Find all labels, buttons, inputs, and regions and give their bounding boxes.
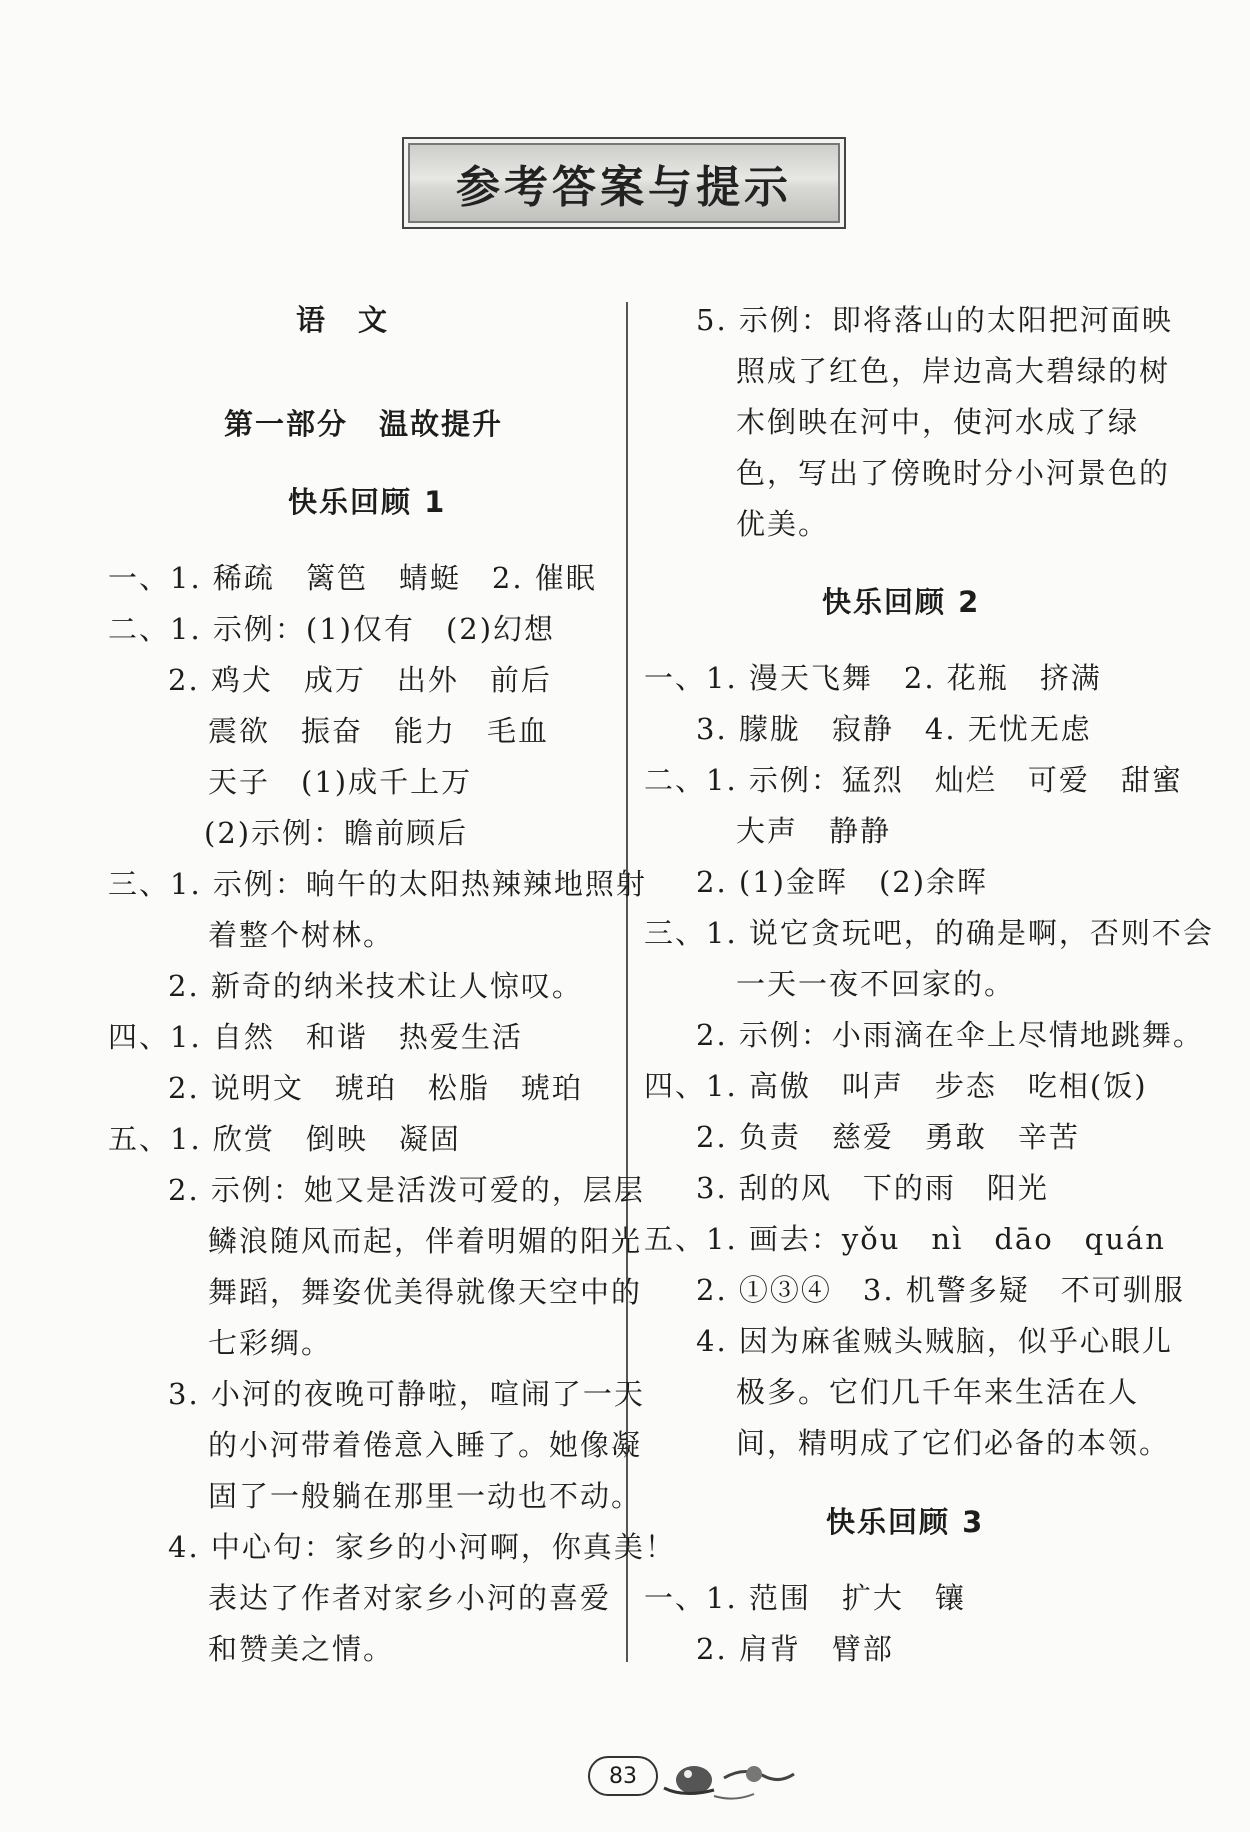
answer-line: 一、1. 漫天飞舞 2. 花瓶 挤满 bbox=[644, 661, 1102, 695]
answer-line: 2. 示例：小雨滴在伞上尽情地跳舞。 bbox=[696, 1018, 1204, 1052]
answer-line: 2. ①③④ 3. 机警多疑 不可驯服 bbox=[696, 1273, 1185, 1307]
answer-line: 5. 示例：即将落山的太阳把河面映 bbox=[696, 303, 1173, 337]
answer-line: 大声 静静 bbox=[736, 814, 892, 848]
answer-line: 五、1. 画去：yǒu nì dāo quán bbox=[644, 1222, 1166, 1256]
section-heading-1: 快乐回顾 1 bbox=[288, 485, 447, 519]
answer-line: 2. 示例：她又是活泼可爱的，层层 bbox=[168, 1173, 645, 1207]
answer-line: 2. 负责 慈爱 勇敢 辛苦 bbox=[696, 1120, 1080, 1154]
answer-line: 2. (1)金晖 (2)余晖 bbox=[696, 865, 989, 899]
answer-line: 2. 肩背 臂部 bbox=[696, 1632, 894, 1666]
answer-line: 4. 因为麻雀贼头贼脑，似乎心眼儿 bbox=[696, 1324, 1173, 1358]
answer-line: 表达了作者对家乡小河的喜爱 bbox=[208, 1581, 612, 1615]
answer-line: 和赞美之情。 bbox=[208, 1632, 395, 1666]
answer-line: 照成了红色，岸边高大碧绿的树 bbox=[736, 354, 1171, 388]
answer-line: 二、1. 示例：猛烈 灿烂 可爱 甜蜜 bbox=[644, 763, 1183, 797]
answer-line: 3. 朦胧 寂静 4. 无忧无虑 bbox=[696, 712, 1092, 746]
page-title: 参考答案与提示 bbox=[456, 162, 792, 213]
answer-line: 三、1. 说它贪玩吧，的确是啊，否则不会 bbox=[644, 916, 1214, 950]
answer-line: 间，精明成了它们必备的本领。 bbox=[736, 1426, 1171, 1460]
answer-line: 三、1. 示例：晌午的太阳热辣辣地照射 bbox=[108, 867, 647, 901]
answer-line: 极多。它们几千年来生活在人 bbox=[736, 1375, 1140, 1409]
section-heading-2: 快乐回顾 2 bbox=[822, 585, 981, 619]
answer-line: 2. 鸡犬 成万 出外 前后 bbox=[168, 663, 552, 697]
answer-line: 七彩绸。 bbox=[208, 1326, 333, 1360]
part-heading: 第一部分 温故提升 bbox=[224, 407, 504, 441]
answer-line: 二、1. 示例：(1)仅有 (2)幻想 bbox=[108, 612, 556, 646]
answer-line: 天子 (1)成千上万 bbox=[208, 765, 473, 799]
answer-line: 的小河带着倦意入睡了。她像凝 bbox=[208, 1428, 643, 1462]
answer-line: 震欲 振奋 能力 毛血 bbox=[208, 714, 550, 748]
answer-line: (2)示例：瞻前顾后 bbox=[204, 816, 469, 850]
answer-line: 4. 中心句：家乡的小河啊，你真美！ bbox=[168, 1530, 676, 1564]
answer-line: 固了一般躺在那里一动也不动。 bbox=[208, 1479, 643, 1513]
answer-line: 2. 新奇的纳米技术让人惊叹。 bbox=[168, 969, 583, 1003]
subject-heading: 语 文 bbox=[296, 303, 390, 337]
answer-line: 鳞浪随风而起，伴着明媚的阳光 bbox=[208, 1224, 643, 1258]
answer-line: 木倒映在河中，使河水成了绿 bbox=[736, 405, 1140, 439]
answer-line: 3. 小河的夜晚可静啦，喧闹了一天 bbox=[168, 1377, 645, 1411]
answer-line: 一天一夜不回家的。 bbox=[736, 967, 1016, 1001]
answer-line: 着整个树林。 bbox=[208, 918, 395, 952]
answer-line: 一、1. 稀疏 篱笆 蜻蜓 2. 催眠 bbox=[108, 561, 597, 595]
section-heading-3: 快乐回顾 3 bbox=[826, 1505, 985, 1539]
answer-line: 2. 说明文 琥珀 松脂 琥珀 bbox=[168, 1071, 583, 1105]
cartoon-decoration-icon bbox=[654, 1748, 804, 1808]
answer-line: 3. 刮的风 下的雨 阳光 bbox=[696, 1171, 1049, 1205]
title-banner bbox=[402, 137, 846, 229]
answer-line: 四、1. 高傲 叫声 步态 吃相(饭) bbox=[644, 1069, 1148, 1103]
answer-line: 色，写出了傍晚时分小河景色的 bbox=[736, 456, 1171, 490]
answer-line: 舞蹈，舞姿优美得就像天空中的 bbox=[208, 1275, 643, 1309]
answer-line: 四、1. 自然 和谐 热爱生活 bbox=[108, 1020, 523, 1054]
answer-line: 优美。 bbox=[736, 507, 830, 541]
answer-line: 一、1. 范围 扩大 镶 bbox=[644, 1581, 966, 1615]
answer-line: 五、1. 欣赏 倒映 凝固 bbox=[108, 1122, 461, 1156]
page-number: 83 bbox=[588, 1756, 658, 1796]
